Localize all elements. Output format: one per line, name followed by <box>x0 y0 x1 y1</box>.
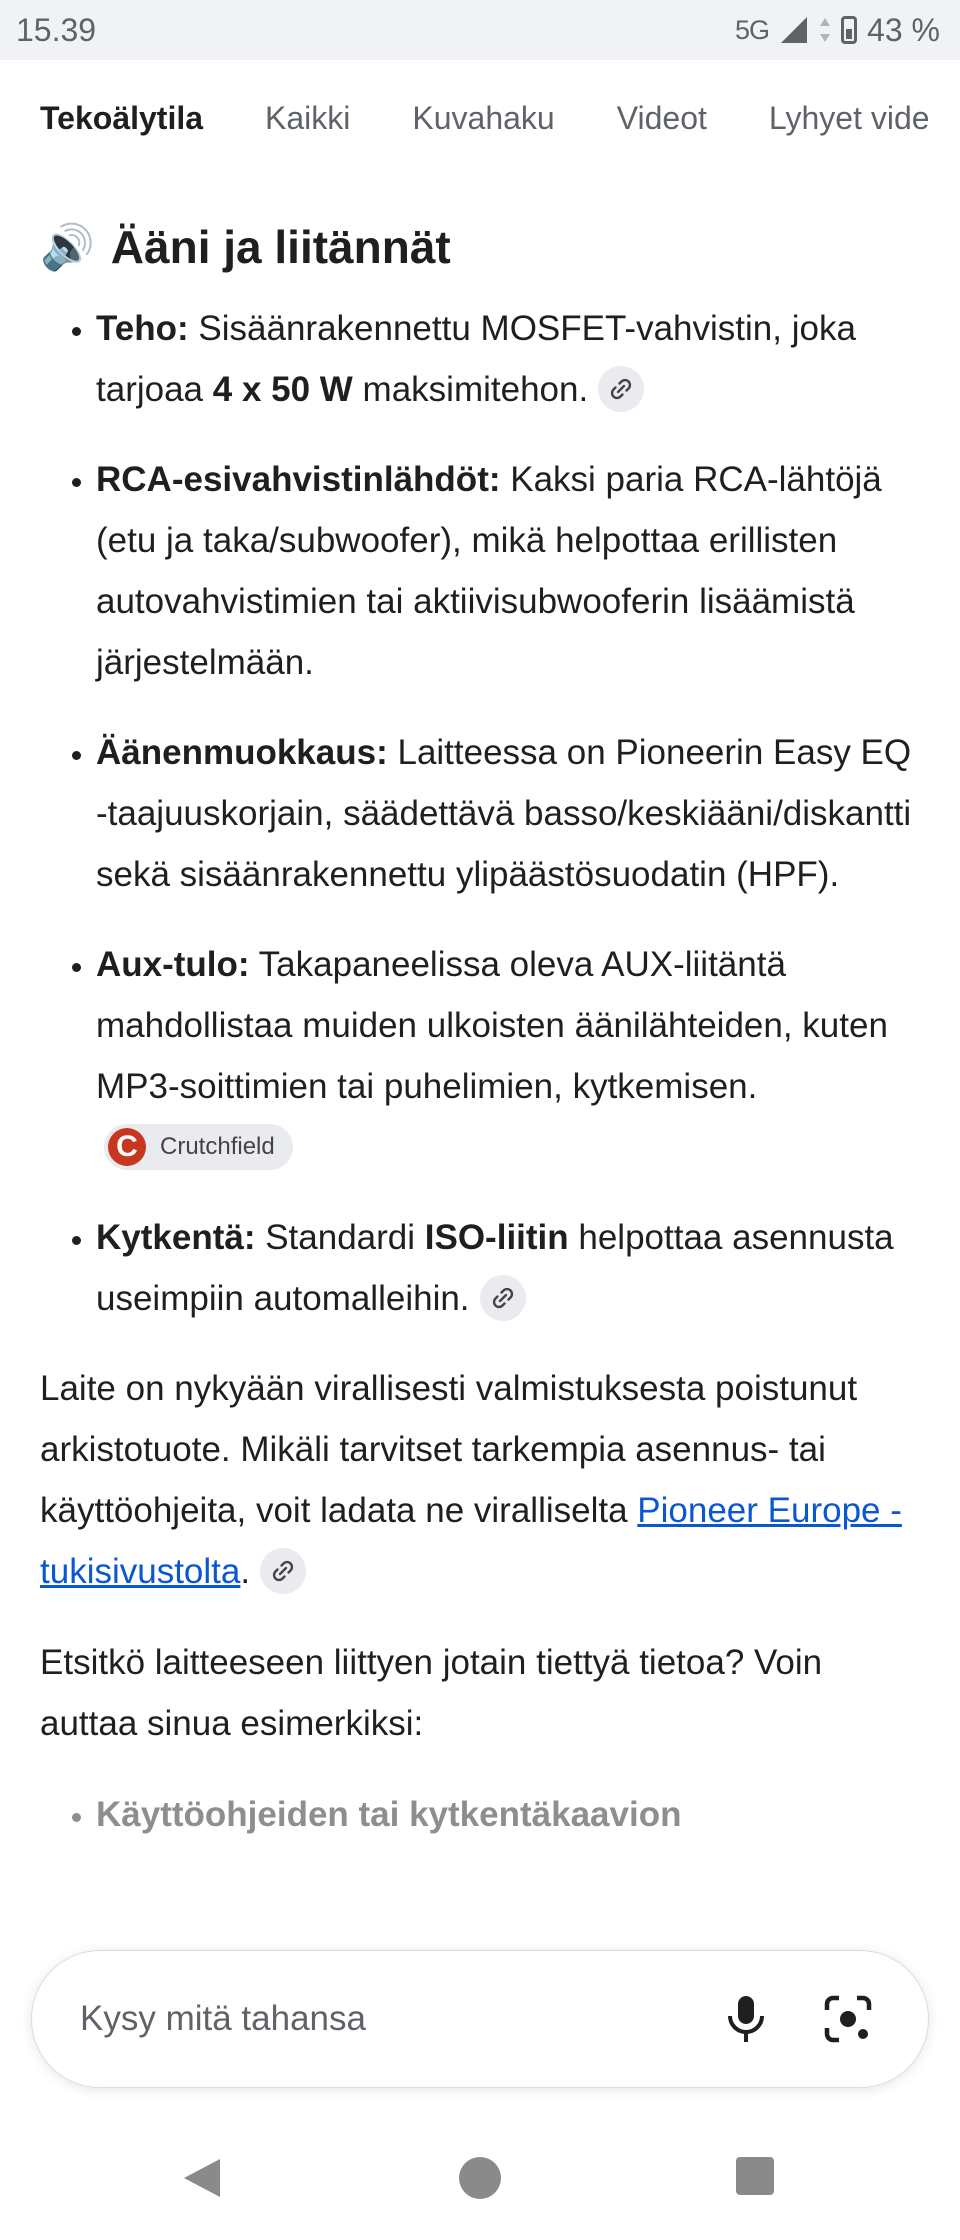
battery-icon <box>841 16 857 44</box>
data-arrows-icon <box>819 16 831 44</box>
citation-link-button[interactable] <box>480 1275 526 1321</box>
item-text: helpottaa asennusta useimpiin automalleihin. <box>96 1218 894 1318</box>
tab-ai-mode[interactable]: Tekoälytila <box>40 100 204 136</box>
item-text: Takapaneelissa oleva AUX-liitäntä mahdollistaa muiden ulkoisten äänilähteiden, kuten MP3-soittimien tai puhelimien, kytkemisen. <box>96 945 888 1106</box>
speaker-icon: 🔊 <box>40 223 95 272</box>
source-chip-crutchfield[interactable] <box>104 1124 293 1170</box>
status-time: 15.39 <box>16 11 97 48</box>
feature-list <box>40 298 920 1329</box>
paragraph-question: Etsitkö laitteeseen liittyen jotain tiettyä tietoa? Voin auttaa sinua esimerkiksi: <box>40 1643 823 1743</box>
item-text: Sisäänrakennettu MOSFET-vahvistin, joka tarjoaa <box>96 309 856 409</box>
item-text: Standardi <box>255 1218 425 1257</box>
tab-all[interactable]: Kaikki <box>265 100 351 136</box>
list-item <box>96 298 920 420</box>
search-tabs <box>40 86 960 154</box>
tab-short-videos[interactable]: Lyhyet vide <box>768 100 930 136</box>
pioneer-support-link[interactable]: Pioneer Europe -tukisivustolta <box>40 1491 902 1591</box>
paragraph-end: . <box>240 1552 251 1591</box>
item-bold: 4 x 50 W <box>212 370 353 409</box>
battery-percent: 43 % <box>867 11 940 48</box>
citation-link-button[interactable] <box>260 1548 306 1594</box>
paragraph-text: Laite on nykyään virallisesti valmistuksesta poistunut arkistotuote. Mikäli tarvitset tarkempia asennus- tai käyttöohjeita, voit ladata ne viralliselta <box>40 1369 858 1530</box>
suggestion-list <box>40 1784 920 1845</box>
item-text: maksimitehon. <box>352 370 589 409</box>
back-icon[interactable] <box>180 2155 224 2201</box>
item-label: Teho: <box>96 309 189 348</box>
list-item <box>96 722 920 905</box>
list-item <box>96 934 920 1178</box>
recents-icon[interactable] <box>734 2155 776 2197</box>
item-label: Aux-tulo: <box>96 945 250 984</box>
source-chip-label: Crutchfield <box>160 1133 275 1161</box>
tab-images[interactable]: Kuvahaku <box>412 100 555 136</box>
network-type: 5G <box>735 14 770 45</box>
paragraph-archive <box>40 1358 920 1602</box>
status-bar <box>0 0 960 60</box>
search-bar[interactable] <box>31 1950 929 2088</box>
camera-lens-icon <box>823 1994 873 2044</box>
item-text: Laitteessa on Pioneerin Easy EQ -taajuuskorjain, säädettävä basso/keskiääni/diskantti sekä sisäänrakennettu ylipäästösuodatin (HPF). <box>96 733 912 894</box>
section-title: Ääni ja liitännät <box>110 221 451 273</box>
list-item <box>96 1207 920 1329</box>
item-bold: ISO-liitin <box>424 1218 569 1257</box>
link-icon <box>271 1559 295 1583</box>
microphone-icon <box>724 1994 768 2044</box>
item-label: Kytkentä: <box>96 1218 256 1257</box>
answer-content <box>40 220 920 1874</box>
crutchfield-logo-icon: C <box>108 1128 146 1166</box>
item-label: RCA-esivahvistinlähdöt: <box>96 460 501 499</box>
item-text: Kaksi paria RCA-lähtöjä (etu ja taka/subwoofer), mikä helpottaa erillisten autovahvistimien tai aktiivisubwooferin lisäämistä järjestelmään. <box>96 460 882 682</box>
lens-search-button[interactable] <box>816 1987 880 2051</box>
link-icon <box>491 1286 515 1310</box>
citation-link-button[interactable] <box>598 366 644 412</box>
list-item: • Käyttöohjeiden tai kytkentäkaavion <box>96 1784 920 1845</box>
search-input[interactable]: Kysy mitä tahansa <box>80 1999 366 2038</box>
voice-search-button[interactable] <box>714 1987 778 2051</box>
signal-icon <box>779 15 809 45</box>
home-icon[interactable] <box>457 2155 503 2201</box>
section-heading <box>40 220 920 274</box>
item-label: Äänenmuokkaus: <box>96 733 388 772</box>
list-item <box>96 449 920 693</box>
content-fade <box>0 1880 960 1950</box>
tab-videos[interactable]: Videot <box>616 100 707 136</box>
system-nav-bar <box>0 2110 960 2240</box>
status-icons <box>735 12 940 49</box>
link-icon <box>609 377 633 401</box>
